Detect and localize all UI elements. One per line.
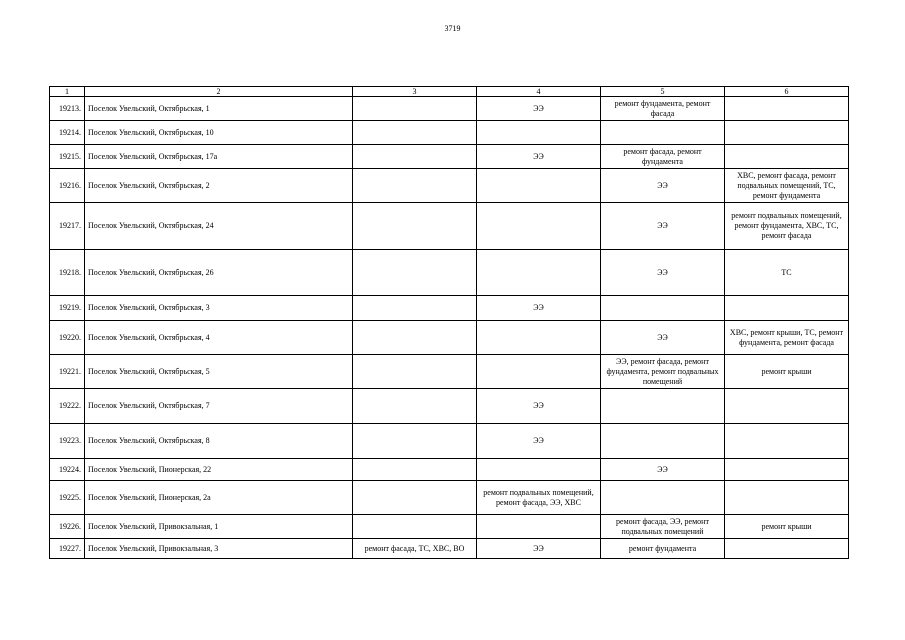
cell-col-3 — [353, 389, 477, 424]
cell-col-4: ЭЭ — [477, 97, 601, 121]
cell-col-3 — [353, 250, 477, 296]
cell-col-5: ЭЭ — [601, 169, 725, 203]
cell-col-4 — [477, 203, 601, 250]
table-row — [50, 321, 849, 355]
table-row — [50, 389, 849, 424]
cell-col-1: 19220. — [50, 321, 85, 355]
cell-col-4: ЭЭ — [477, 424, 601, 459]
header-row — [50, 87, 849, 97]
cell-col-6: ХВС, ремонт крыши, ТС, ремонт фундамента, ремонт фасада — [725, 321, 849, 355]
page-number: 3719 — [444, 24, 461, 33]
table-row — [50, 121, 849, 145]
cell-col-1: 19221. — [50, 355, 85, 389]
cell-col-4 — [477, 250, 601, 296]
cell-col-5: ЭЭ — [601, 321, 725, 355]
table-row — [50, 145, 849, 169]
cell-col-2: Поселок Увельский, Октябрьская, 26 — [85, 250, 353, 296]
cell-col-2: Поселок Увельский, Октябрьская, 2 — [85, 169, 353, 203]
cell-col-6 — [725, 424, 849, 459]
cell-col-6: ремонт подвальных помещений, ремонт фундамента, ХВС, ТС, ремонт фасада — [725, 203, 849, 250]
cell-col-3 — [353, 145, 477, 169]
cell-col-3 — [353, 321, 477, 355]
cell-col-2: Поселок Увельский, Пионерская, 22 — [85, 459, 353, 481]
cell-col-1: 19225. — [50, 481, 85, 515]
cell-col-1: 19217. — [50, 203, 85, 250]
cell-col-1: 19215. — [50, 145, 85, 169]
cell-col-1: 19213. — [50, 97, 85, 121]
cell-col-4: ЭЭ — [477, 145, 601, 169]
cell-col-5 — [601, 424, 725, 459]
cell-col-1: 19214. — [50, 121, 85, 145]
cell-col-5 — [601, 481, 725, 515]
header-cell-6: 6 — [725, 87, 849, 97]
cell-col-5: ремонт фундамента, ремонт фасада — [601, 97, 725, 121]
cell-col-2: Поселок Увельский, Пионерская, 2а — [85, 481, 353, 515]
cell-col-6 — [725, 389, 849, 424]
cell-col-2: Поселок Увельский, Октябрьская, 17а — [85, 145, 353, 169]
cell-col-1: 19218. — [50, 250, 85, 296]
table-row — [50, 169, 849, 203]
cell-col-3 — [353, 424, 477, 459]
cell-col-3 — [353, 97, 477, 121]
header-cell-3: 3 — [353, 87, 477, 97]
table-row — [50, 459, 849, 481]
cell-col-4: ремонт подвальных помещений, ремонт фасада, ЭЭ, ХВС — [477, 481, 601, 515]
cell-col-3 — [353, 355, 477, 389]
works-table — [49, 86, 849, 559]
cell-col-4 — [477, 169, 601, 203]
cell-col-2: Поселок Увельский, Октябрьская, 1 — [85, 97, 353, 121]
cell-col-6 — [725, 459, 849, 481]
cell-col-6 — [725, 97, 849, 121]
cell-col-4 — [477, 121, 601, 145]
cell-col-3 — [353, 459, 477, 481]
cell-col-5 — [601, 389, 725, 424]
cell-col-5: ЭЭ — [601, 459, 725, 481]
table-row — [50, 515, 849, 539]
cell-col-6 — [725, 296, 849, 321]
table-row — [50, 97, 849, 121]
cell-col-6 — [725, 481, 849, 515]
cell-col-2: Поселок Увельский, Привокзальная, 1 — [85, 515, 353, 539]
cell-col-2: Поселок Увельский, Октябрьская, 4 — [85, 321, 353, 355]
cell-col-5 — [601, 296, 725, 321]
header-cell-2: 2 — [85, 87, 353, 97]
cell-col-2: Поселок Увельский, Октябрьская, 8 — [85, 424, 353, 459]
cell-col-3 — [353, 296, 477, 321]
table-body — [50, 87, 849, 559]
cell-col-1: 19216. — [50, 169, 85, 203]
cell-col-5: ЭЭ — [601, 250, 725, 296]
header-cell-1: 1 — [50, 87, 85, 97]
table-row — [50, 250, 849, 296]
cell-col-1: 19226. — [50, 515, 85, 539]
cell-col-4 — [477, 459, 601, 481]
cell-col-1: 19223. — [50, 424, 85, 459]
cell-col-5: ЭЭ, ремонт фасада, ремонт фундамента, ремонт подвальных помещений — [601, 355, 725, 389]
cell-col-4: ЭЭ — [477, 389, 601, 424]
table-row — [50, 355, 849, 389]
cell-col-1: 19224. — [50, 459, 85, 481]
cell-col-2: Поселок Увельский, Октябрьская, 24 — [85, 203, 353, 250]
cell-col-4 — [477, 355, 601, 389]
cell-col-1: 19222. — [50, 389, 85, 424]
cell-col-2: Поселок Увельский, Привокзальная, 3 — [85, 539, 353, 559]
cell-col-2: Поселок Увельский, Октябрьская, 3 — [85, 296, 353, 321]
cell-col-6 — [725, 121, 849, 145]
cell-col-6: ТС — [725, 250, 849, 296]
cell-col-4 — [477, 321, 601, 355]
cell-col-5 — [601, 121, 725, 145]
cell-col-1: 19227. — [50, 539, 85, 559]
cell-col-6 — [725, 539, 849, 559]
cell-col-3 — [353, 169, 477, 203]
cell-col-6: ремонт крыши — [725, 515, 849, 539]
cell-col-3 — [353, 515, 477, 539]
cell-col-1: 19219. — [50, 296, 85, 321]
cell-col-5: ремонт фундамента — [601, 539, 725, 559]
table-row — [50, 203, 849, 250]
cell-col-3 — [353, 481, 477, 515]
cell-col-2: Поселок Увельский, Октябрьская, 10 — [85, 121, 353, 145]
cell-col-6 — [725, 145, 849, 169]
table-row — [50, 539, 849, 559]
cell-col-4: ЭЭ — [477, 296, 601, 321]
cell-col-5: ЭЭ — [601, 203, 725, 250]
table-row — [50, 424, 849, 459]
cell-col-6: ремонт крыши — [725, 355, 849, 389]
cell-col-2: Поселок Увельский, Октябрьская, 7 — [85, 389, 353, 424]
cell-col-5: ремонт фасада, ЭЭ, ремонт подвальных помещений — [601, 515, 725, 539]
cell-col-6: ХВС, ремонт фасада, ремонт подвальных помещений, ТС, ремонт фундамента — [725, 169, 849, 203]
header-cell-5: 5 — [601, 87, 725, 97]
cell-col-5: ремонт фасада, ремонт фундамента — [601, 145, 725, 169]
cell-col-3: ремонт фасада, ТС, ХВС, ВО — [353, 539, 477, 559]
cell-col-4 — [477, 515, 601, 539]
cell-col-4: ЭЭ — [477, 539, 601, 559]
table-row — [50, 296, 849, 321]
table-row — [50, 481, 849, 515]
cell-col-2: Поселок Увельский, Октябрьская, 5 — [85, 355, 353, 389]
header-cell-4: 4 — [477, 87, 601, 97]
cell-col-3 — [353, 121, 477, 145]
cell-col-3 — [353, 203, 477, 250]
